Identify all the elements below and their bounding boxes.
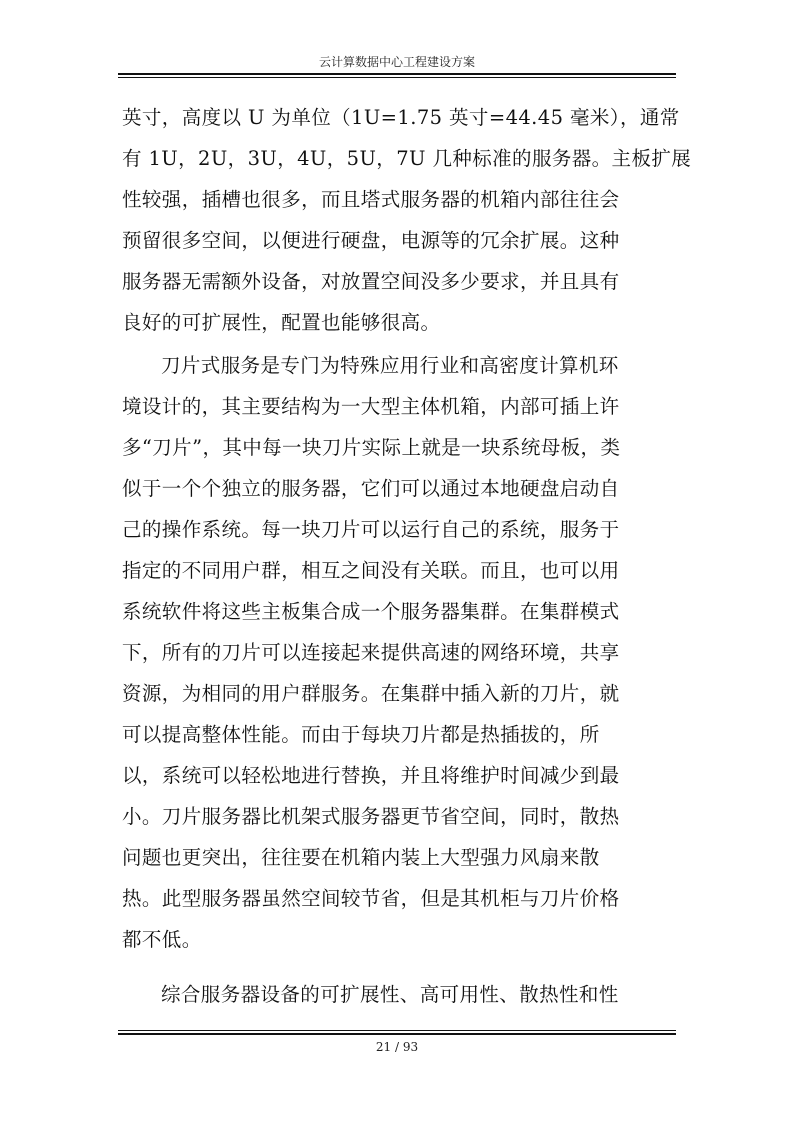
paragraph-line: 问题也更突出，往往要在机箱内装上大型强力风扇来散 <box>122 846 600 869</box>
paragraph-line: 有 1U，2U，3U，4U，5U，7U 几种标准的服务器。主板扩展 <box>122 147 692 170</box>
paragraph-line: 境设计的，其主要结构为一大型主体机箱，内部可插上许 <box>122 395 620 418</box>
paragraph-line: 系统软件将这些主板集合成一个服务器集群。在集群模式 <box>122 600 620 623</box>
paragraph-line: 性较强，插槽也很多，而且塔式服务器的机箱内部往往会 <box>122 188 620 211</box>
paragraph-line: 资源，为相同的用户群服务。在集群中插入新的刀片，就 <box>122 682 620 705</box>
paragraph-line: 己的操作系统。每一块刀片可以运行自己的系统，服务于 <box>122 518 620 541</box>
paragraph-line: 刀片式服务是专门为特殊应用行业和高密度计算机环 <box>161 354 619 377</box>
paragraph-line: 可以提高整体性能。而由于每块刀片都是热插拔的，所 <box>122 723 600 746</box>
paragraph-line: 下，所有的刀片可以连接起来提供高速的网络环境，共享 <box>122 641 620 664</box>
paragraph-line: 小。刀片服务器比机架式服务器更节省空间，同时，散热 <box>122 805 620 828</box>
paragraph-line: 多“刀片”，其中每一块刀片实际上就是一块系统母板，类 <box>122 436 621 459</box>
paragraph-line: 都不低。 <box>122 928 202 951</box>
paragraph-line: 以，系统可以轻松地进行替换，并且将维护时间减少到最 <box>122 764 620 787</box>
footer-rule-thick <box>118 1033 676 1035</box>
page-header-title: 云计算数据中心工程建设方案 <box>318 55 475 69</box>
header-rule-thin <box>118 77 676 78</box>
paragraph-line: 指定的不同用户群，相互之间没有关联。而且，也可以用 <box>122 559 620 582</box>
header-rule-thick <box>118 73 676 75</box>
paragraph-line: 综合服务器设备的可扩展性、高可用性、散热性和性 <box>161 983 619 1006</box>
paragraph-line: 良好的可扩展性，配置也能够很高。 <box>122 311 441 334</box>
paragraph-line: 热。此型服务器虽然空间较节省，但是其机柜与刀片价格 <box>122 887 620 910</box>
paragraph-line: 似于一个个独立的服务器，它们可以通过本地硬盘启动自 <box>122 477 620 500</box>
paragraph-line: 预留很多空间，以便进行硬盘，电源等的冗余扩展。这种 <box>122 229 620 252</box>
paragraph-line: 英寸，高度以 U 为单位（1U=1.75 英寸=44.45 毫米），通常 <box>122 106 680 129</box>
page-number: 21 / 93 <box>375 1040 419 1054</box>
footer-rule-thin <box>118 1030 676 1031</box>
paragraph-line: 服务器无需额外设备，对放置空间没多少要求，并且具有 <box>122 270 620 293</box>
